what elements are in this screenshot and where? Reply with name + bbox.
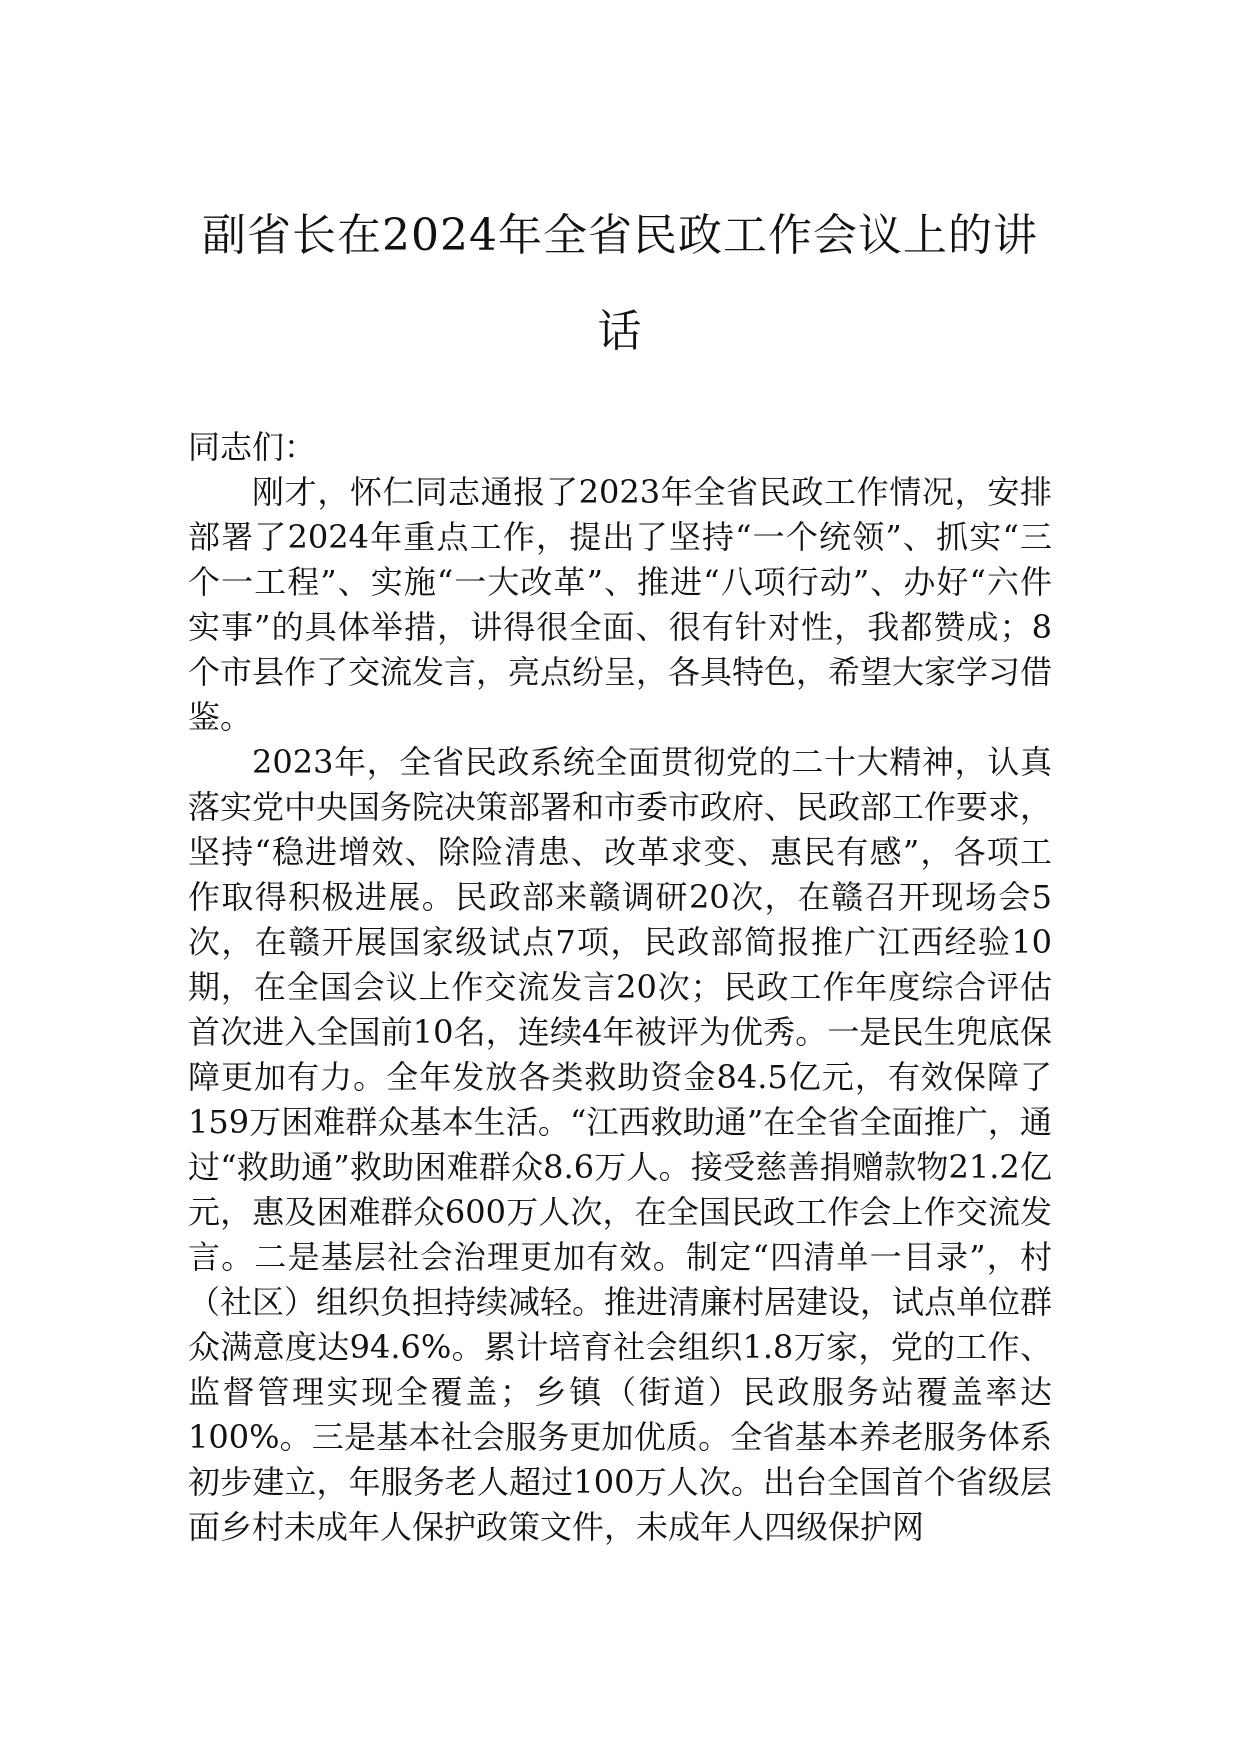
salutation: 同志们： <box>188 428 317 466</box>
document-body <box>188 425 1052 1550</box>
paragraph-2023-review: 2023年，全省民政系统全面贯彻党的二十大精神，认真落实党中央国务院决策部署和市委市政府、民政部工作要求，坚持“稳进增效、除险清患、改革求变、惠民有感”，各项工作取得积极进展。民政部来赣调研20次，在赣召开现场会5次，在赣开展国家级试点7项，民政部简报推广江西经验10期，在全国会议上作交流发言20次；民政工作年度综合评估首次进入全国前10名，连续4年被评为优秀。一是民生兜底保障更加有力。全年发放各类救助资金84.5亿元，有效保障了159万困难群众基本生活。“江西救助通”在全省全面推广，通过“救助通”救助困难群众8.6万人。接受慈善捐赠款物21.2亿元，惠及困难群众600万人次，在全国民政工作会上作交流发言。二是基层社会治理更加有效。制定“四清单一目录”，村（社区）组织负担持续减轻。推进清廉村居建设，试点单位群众满意度达94.6%。累计培育社会组织1.8万家，党的工作、监督管理实现全覆盖；乡镇（街道）民政服务站覆盖率达100%。三是基本社会服务更加优质。全省基本养老服务体系初步建立，年服务老人超过100万人次。出台全国首个省级层面乡村未成年人保护政策文件，未成年人四级保护网 <box>188 743 1053 1546</box>
paragraph-opening: 刚才，怀仁同志通报了2023年全省民政工作情况，安排部署了2024年重点工作，提出了坚持“一个统领”、抓实“三个一工程”、实施“一大改革”、推进“八项行动”、办好“六件实事”的具体举措，讲得很全面、很有针对性，我都赞成；8个市县作了交流发言，亮点纷呈，各具特色，希望大家学习借鉴。 <box>188 473 1053 736</box>
document-title: 副省长在2024年全省民政工作会议上的讲话 <box>202 210 1038 357</box>
